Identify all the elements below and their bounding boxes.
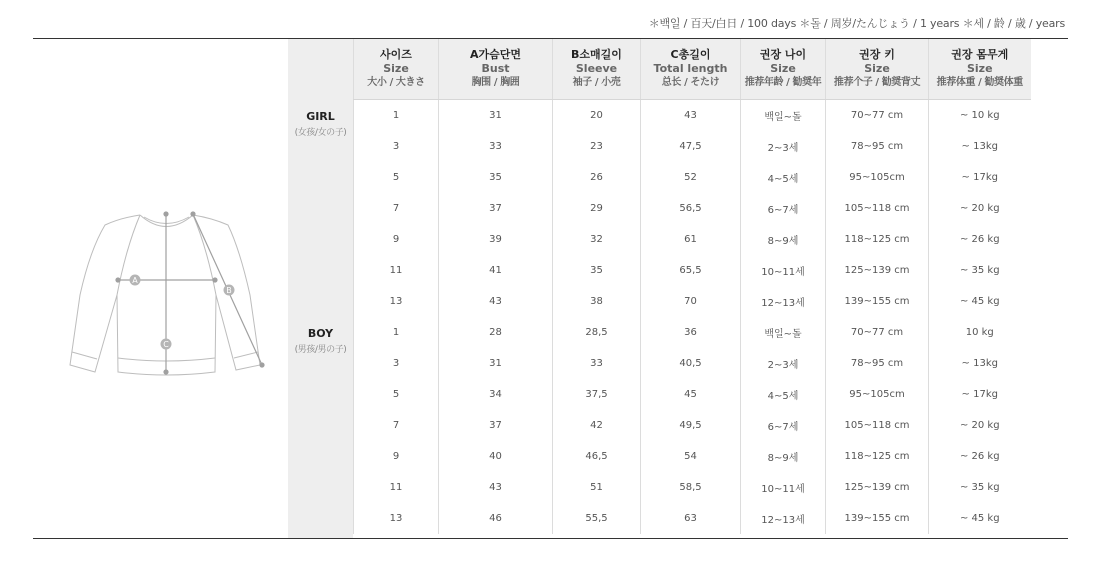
table-cell: 33: [553, 348, 641, 379]
table-cell: ~ 35 kg: [929, 472, 1031, 503]
column-header-korean: B소매길이: [571, 48, 622, 61]
table-cell: ~ 17kg: [929, 379, 1031, 410]
table-cell: 28: [439, 317, 553, 348]
table-body: [354, 100, 1031, 535]
column-header-english: Total length: [653, 62, 728, 75]
table-row: [354, 441, 1031, 472]
table-row: [354, 286, 1031, 317]
column-header-asian: 袖子 / 小売: [572, 77, 621, 88]
table-cell: 61: [641, 224, 741, 255]
column-header-asian: 推荐体重 / 勧奨体重: [936, 77, 1023, 88]
table-cell: 33: [439, 131, 553, 162]
table-cell: 12~13세: [741, 503, 826, 534]
table-cell: 4~5세: [741, 162, 826, 193]
group-girl: [288, 110, 353, 138]
column-header-asian: 总长 / そたけ: [661, 77, 720, 88]
table-cell: 70~77 cm: [826, 100, 929, 132]
table-cell: 78~95 cm: [826, 131, 929, 162]
table-cell: 35: [439, 162, 553, 193]
sweatshirt-illustration: [60, 200, 280, 385]
table-cell: 49,5: [641, 410, 741, 441]
table-cell: ~ 35 kg: [929, 255, 1031, 286]
marker-b-label: B: [226, 286, 232, 295]
table-cell: 95~105cm: [826, 162, 929, 193]
table-row: [354, 131, 1031, 162]
table-cell: 5: [354, 162, 439, 193]
table-cell: 105~118 cm: [826, 410, 929, 441]
table-cell: 55,5: [553, 503, 641, 534]
bottom-rule: [33, 538, 1068, 539]
table-cell: 125~139 cm: [826, 472, 929, 503]
table-cell: 8~9세: [741, 441, 826, 472]
table-cell: 백일~돌: [741, 317, 826, 348]
marker-a-label: A: [132, 276, 138, 285]
table-row: [354, 317, 1031, 348]
table-cell: 9: [354, 224, 439, 255]
group-boy-sub: (男孩/男の子): [294, 345, 347, 355]
group-girl-name: GIRL: [306, 110, 335, 123]
table-row: [354, 224, 1031, 255]
table-cell: 7: [354, 410, 439, 441]
table-row: [354, 100, 1031, 132]
table-cell: 6~7세: [741, 193, 826, 224]
table-cell: 40,5: [641, 348, 741, 379]
table-cell: 42: [553, 410, 641, 441]
table-cell: 118~125 cm: [826, 441, 929, 472]
table-cell: 118~125 cm: [826, 224, 929, 255]
group-girl-sub: (女孩/女の子): [294, 128, 347, 138]
table-cell: 37: [439, 193, 553, 224]
table-cell: 20: [553, 100, 641, 132]
column-header-asian: 大小 / 大きさ: [367, 77, 425, 88]
table-cell: 40: [439, 441, 553, 472]
table-cell: 38: [553, 286, 641, 317]
table-cell: 11: [354, 472, 439, 503]
column-header-english: Sleeve: [575, 62, 618, 75]
table-cell: 10 kg: [929, 317, 1031, 348]
column-header-korean: 권장 몸무게: [951, 48, 1009, 61]
column-header: [439, 39, 553, 100]
table-cell: 37,5: [553, 379, 641, 410]
table-cell: 6~7세: [741, 410, 826, 441]
table-cell: ~ 45 kg: [929, 503, 1031, 534]
column-header-english: Size: [966, 62, 993, 75]
table-cell: ~ 17kg: [929, 162, 1031, 193]
table-cell: 28,5: [553, 317, 641, 348]
column-header-asian: 推荐年龄 / 勧奨年: [744, 77, 822, 88]
table-row: [354, 472, 1031, 503]
table-cell: 139~155 cm: [826, 503, 929, 534]
table-cell: 35: [553, 255, 641, 286]
table-cell: 78~95 cm: [826, 348, 929, 379]
table-cell: 56,5: [641, 193, 741, 224]
column-header-english: Size: [864, 62, 890, 75]
table-cell: ~ 45 kg: [929, 286, 1031, 317]
table-row: [354, 255, 1031, 286]
table-cell: ~ 13kg: [929, 348, 1031, 379]
column-header-asian: 胸围 / 胸囲: [471, 77, 520, 88]
table-cell: 43: [439, 286, 553, 317]
table-cell: 47,5: [641, 131, 741, 162]
table-cell: 3: [354, 131, 439, 162]
table-cell: 백일~돌: [741, 100, 826, 132]
table-cell: ~ 10 kg: [929, 100, 1031, 132]
table-cell: 10~11세: [741, 255, 826, 286]
table-cell: 52: [641, 162, 741, 193]
table-cell: 31: [439, 100, 553, 132]
table-cell: 23: [553, 131, 641, 162]
table-cell: ~ 13kg: [929, 131, 1031, 162]
table-cell: 41: [439, 255, 553, 286]
table-cell: 2~3세: [741, 131, 826, 162]
table-cell: 58,5: [641, 472, 741, 503]
table-cell: 1: [354, 317, 439, 348]
column-header-english: Size: [770, 62, 796, 75]
table-row: [354, 162, 1031, 193]
column-header-asian: 推荐个子 / 勧奨背丈: [833, 77, 921, 88]
column-header-korean: A가슴단면: [469, 48, 522, 61]
header-row: [354, 39, 1031, 100]
table-cell: 32: [553, 224, 641, 255]
table-cell: 51: [553, 472, 641, 503]
table-cell: 7: [354, 193, 439, 224]
table-cell: 125~139 cm: [826, 255, 929, 286]
column-header: [929, 39, 1031, 100]
table-cell: ~ 20 kg: [929, 410, 1031, 441]
column-header: [826, 39, 929, 100]
table-cell: 13: [354, 503, 439, 534]
table-cell: 95~105cm: [826, 379, 929, 410]
column-header: [354, 39, 439, 100]
column-header: [553, 39, 641, 100]
garment-measurement-diagram: [60, 200, 280, 385]
table-cell: 43: [439, 472, 553, 503]
size-notes: ＊백일 / 百天/白日 / 100 days ＊돌 / 周岁/たんじょう / 1 years ＊세 / 龄 / 歳 / years: [648, 17, 1065, 30]
table-cell: 70~77 cm: [826, 317, 929, 348]
table-cell: 3: [354, 348, 439, 379]
table-cell: 4~5세: [741, 379, 826, 410]
table-cell: 11: [354, 255, 439, 286]
table-cell: 39: [439, 224, 553, 255]
table-cell: 34: [439, 379, 553, 410]
table-row: [354, 503, 1031, 534]
table-cell: 29: [553, 193, 641, 224]
table-cell: 2~3세: [741, 348, 826, 379]
table-cell: 63: [641, 503, 741, 534]
table-cell: 139~155 cm: [826, 286, 929, 317]
column-header-korean: C총길이: [670, 48, 711, 61]
table-row: [354, 410, 1031, 441]
column-header-korean: 사이즈: [380, 48, 412, 61]
table-cell: 26: [553, 162, 641, 193]
table-cell: 43: [641, 100, 741, 132]
table-row: [354, 379, 1031, 410]
column-header-korean: 권장 나이: [759, 48, 807, 61]
table-cell: 10~11세: [741, 472, 826, 503]
table-cell: 1: [354, 100, 439, 132]
table-cell: 9: [354, 441, 439, 472]
table-cell: 105~118 cm: [826, 193, 929, 224]
group-boy-name: BOY: [307, 327, 334, 340]
table-cell: 5: [354, 379, 439, 410]
size-table: [353, 39, 1031, 534]
table-cell: 8~9세: [741, 224, 826, 255]
column-header-english: Bust: [481, 62, 510, 75]
column-header: [741, 39, 826, 100]
table-row: [354, 348, 1031, 379]
table-cell: 13: [354, 286, 439, 317]
column-header-korean: 권장 키: [859, 48, 895, 61]
table-cell: 36: [641, 317, 741, 348]
table-cell: ~ 26 kg: [929, 224, 1031, 255]
column-header: [641, 39, 741, 100]
table-cell: 46: [439, 503, 553, 534]
table-cell: ~ 26 kg: [929, 441, 1031, 472]
group-boy: [288, 327, 353, 355]
column-header-english: Size: [383, 62, 409, 75]
table-cell: 45: [641, 379, 741, 410]
table-row: [354, 193, 1031, 224]
table-cell: 46,5: [553, 441, 641, 472]
marker-c-label: C: [163, 340, 169, 349]
table-cell: 65,5: [641, 255, 741, 286]
table-cell: 54: [641, 441, 741, 472]
table-cell: ~ 20 kg: [929, 193, 1031, 224]
table-cell: 70: [641, 286, 741, 317]
table-cell: 12~13세: [741, 286, 826, 317]
table-cell: 37: [439, 410, 553, 441]
table-cell: 31: [439, 348, 553, 379]
